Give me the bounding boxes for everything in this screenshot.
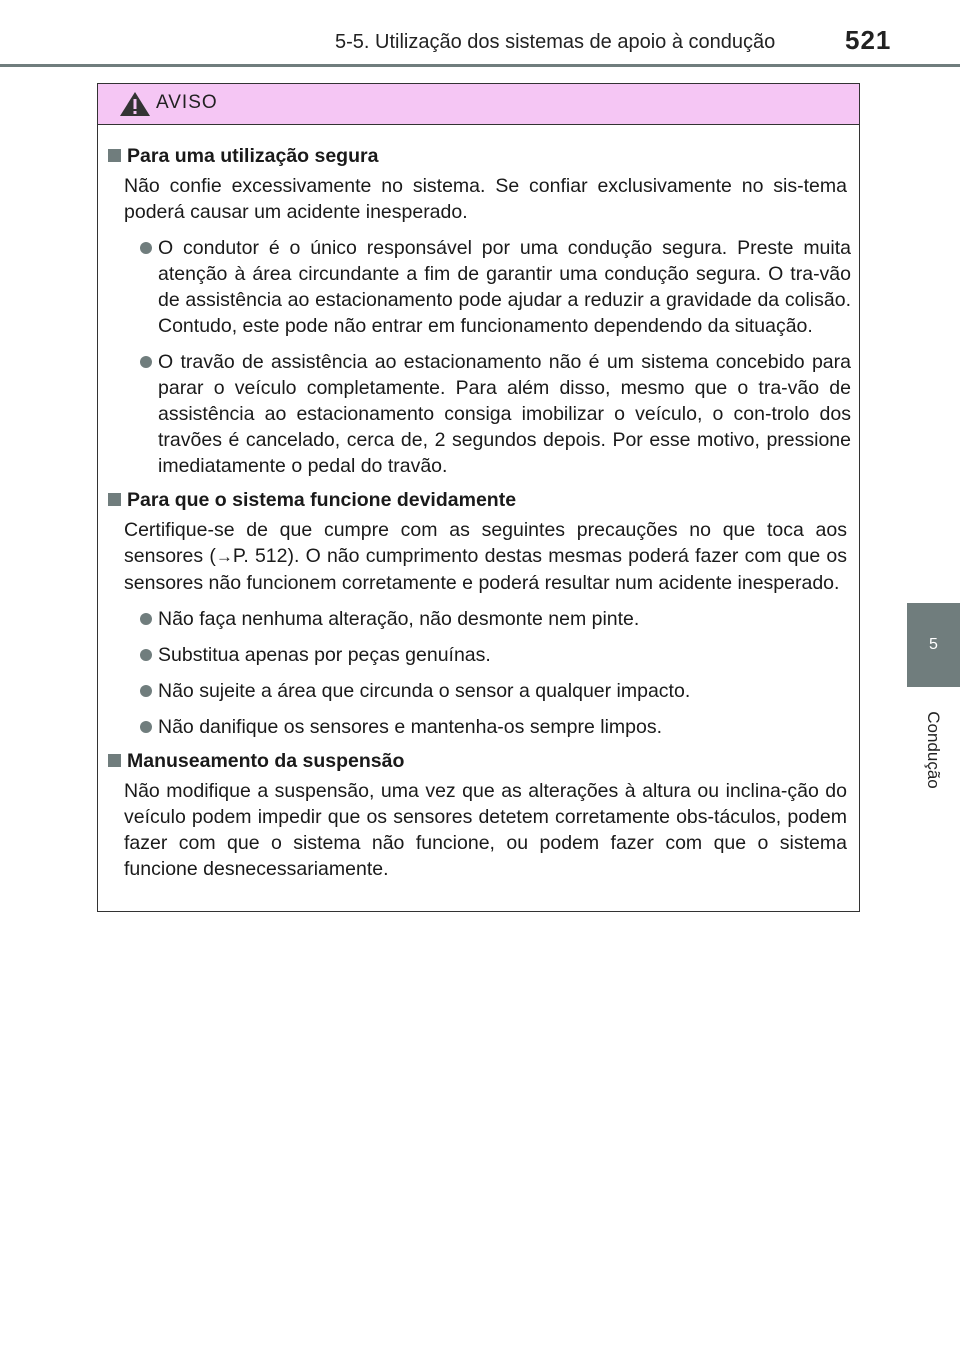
section-title: 5-5. Utilização dos sistemas de apoio à condução xyxy=(335,31,776,53)
warning-body xyxy=(98,125,859,882)
page-reference-text[interactable]: P. 512). O não cumprimento destas mesmas poderá fazer com que os sensores não funcionem corretamente e poderá resultar num acidente inesperado. xyxy=(124,545,847,594)
list-item-text: Não faça nenhuma alteração, não desmonte nem pinte. xyxy=(158,608,640,630)
circle-bullet-icon xyxy=(140,649,152,661)
list-item-text: Substitua apenas por peças genuínas. xyxy=(158,644,491,666)
list-item xyxy=(140,349,851,479)
header-divider xyxy=(0,64,960,67)
reference-arrow-icon: → xyxy=(215,547,233,566)
chapter-label: Condução xyxy=(924,711,943,789)
list-item xyxy=(140,235,851,339)
circle-bullet-icon xyxy=(140,356,152,368)
section-heading xyxy=(106,748,851,774)
list-item-text: Não danifique os sensores e mantenha-os sempre limpos. xyxy=(158,716,663,738)
list-item xyxy=(140,642,851,668)
list-item xyxy=(140,678,851,704)
list-item-text: O condutor é o único responsável por uma condução segura. Preste muita atenção à área circundante a fim de garantir uma condução segura. O tra-vão de assistência ao estacionamento pode ajudar a reduzir a gravidade da colisão. Contudo, este pode não entrar em funcionamento dependendo da situação. xyxy=(158,237,851,337)
circle-bullet-icon xyxy=(140,242,152,254)
list-item-text: O travão de assistência ao estacionamento não é um sistema concebido para parar o veículo completamente. Para além disso, mesmo que o tra-vão de assistência ao estacionamento consiga imobilizar o veículo, o con-trolo dos travões é cancelado, cerca de, 2 segundos depois. Por esse motivo, pressione imediatamente o pedal do travão. xyxy=(158,351,851,477)
list-item xyxy=(140,606,851,632)
square-bullet-icon xyxy=(108,149,121,162)
section-paragraph xyxy=(124,517,847,596)
section-heading-text: Para uma utilização segura xyxy=(127,145,379,167)
section-heading-text: Para que o sistema funcione devidamente xyxy=(127,489,517,511)
square-bullet-icon xyxy=(108,754,121,767)
section-heading-text: Manuseamento da suspensão xyxy=(127,750,405,772)
page-number: 521 xyxy=(845,25,892,55)
section-heading xyxy=(106,487,851,513)
circle-bullet-icon xyxy=(140,613,152,625)
list-item-text: Não sujeite a área que circunda o sensor a qualquer impacto. xyxy=(158,680,691,702)
section-paragraph: Não confie excessivamente no sistema. Se confiar exclusivamente no sis-tema poderá causar um acidente inesperado. xyxy=(124,175,847,223)
chapter-number: 5 xyxy=(929,636,938,653)
square-bullet-icon xyxy=(108,493,121,506)
circle-bullet-icon xyxy=(140,721,152,733)
section-heading xyxy=(106,143,851,169)
warning-triangle-icon xyxy=(118,90,152,118)
section-paragraph: Não modifique a suspensão, uma vez que as alterações à altura ou inclina-ção do veículo podem impedir que os sensores detetem corretamente obs-táculos, podem fazer com que o sistema não funcione, ou podem fazer com que o sistema funcione desnecessariamente. xyxy=(124,780,847,880)
warning-box xyxy=(97,83,860,912)
paragraph-text: Certifique-se de que cumpre com as seguintes precauções no que toca aos sensores ( xyxy=(124,519,847,567)
warning-title: AVISO xyxy=(156,92,218,113)
circle-bullet-icon xyxy=(140,685,152,697)
list-item xyxy=(140,714,851,740)
chapter-tab[interactable] xyxy=(907,603,960,687)
warning-header xyxy=(98,84,859,125)
